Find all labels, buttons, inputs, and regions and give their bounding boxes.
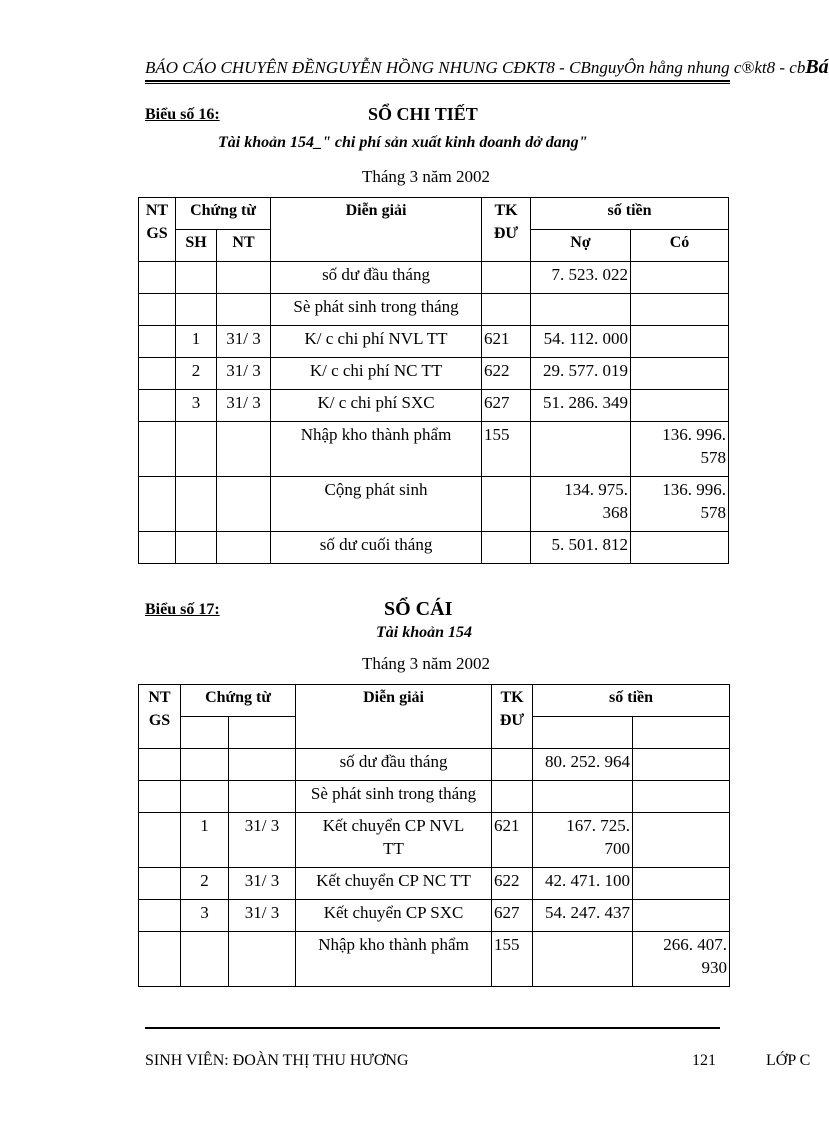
cell-sh <box>181 781 229 813</box>
cell-nt: 31/ 3 <box>217 358 271 390</box>
cell-co <box>631 262 729 294</box>
table16-month: Tháng 3 năm 2002 <box>362 167 490 186</box>
cell-diengiai: số dư đầu tháng <box>271 262 482 294</box>
header-rule <box>145 80 730 84</box>
cell-diengiai: Cộng phát sinh <box>271 477 482 532</box>
cell-diengiai: Sè phát sinh trong tháng <box>296 781 492 813</box>
cell-diengiai: Kết chuyển CP NVL TT <box>296 813 492 868</box>
cell-no: 5. 501. 812 <box>531 532 631 564</box>
cell-tkdu: 627 <box>492 900 533 932</box>
cell-tkdu: 155 <box>482 422 531 477</box>
cell-ntgs <box>139 358 176 390</box>
header-nt-empty <box>229 717 296 749</box>
cell-tkdu <box>492 781 533 813</box>
cell-diengiai: Kết chuyển CP SXC <box>296 900 492 932</box>
cell-nt <box>217 532 271 564</box>
cell-diengiai: K/ c chi phí SXC <box>271 390 482 422</box>
header-diengiai: Diễn giải <box>271 198 482 262</box>
cell-nt: 31/ 3 <box>229 868 296 900</box>
cell-sh <box>176 532 217 564</box>
cell-diengiai: K/ c chi phí NC TT <box>271 358 482 390</box>
cell-diengiai: số dư đầu tháng <box>296 749 492 781</box>
cell-no: 80. 252. 964 <box>533 749 633 781</box>
header-no-empty <box>533 717 633 749</box>
cell-co <box>633 781 730 813</box>
header-diengiai: Diễn giải <box>296 685 492 749</box>
cell-no <box>531 294 631 326</box>
cell-ntgs <box>139 262 176 294</box>
cell-nt <box>217 477 271 532</box>
cell-diengiai: số dư cuối tháng <box>271 532 482 564</box>
cell-no: 167. 725. 700 <box>533 813 633 868</box>
cell-ntgs <box>139 390 176 422</box>
cell-nt <box>229 749 296 781</box>
header-chungtu: Chứng từ <box>181 685 296 717</box>
header-sotien: số tiền <box>531 198 729 230</box>
cell-nt <box>217 262 271 294</box>
table-row <box>139 868 730 900</box>
table16-label: Biểu số 16: <box>145 106 220 123</box>
cell-tkdu: 621 <box>492 813 533 868</box>
cell-sh: 3 <box>181 900 229 932</box>
table16-subtitle: Tài khoản 154_" chi phí sản xuất kinh doanh dở dang" <box>218 134 588 151</box>
table-row <box>139 900 730 932</box>
cell-sh: 1 <box>181 813 229 868</box>
table16-title: SỔ CHI TIẾT <box>368 104 478 124</box>
cell-sh <box>176 422 217 477</box>
cell-co: 266. 407. 930 <box>633 932 730 987</box>
cell-nt <box>229 781 296 813</box>
table-row <box>139 326 729 358</box>
cell-nt <box>217 422 271 477</box>
header-co-empty <box>633 717 730 749</box>
table17-title: SỔ CÁI <box>384 598 453 620</box>
header-tkdu: TK ĐƯ <box>482 198 531 262</box>
footer-page-number: 121 <box>692 1052 716 1069</box>
header-ntgs: NT GS <box>139 198 176 262</box>
cell-no: 51. 286. 349 <box>531 390 631 422</box>
cell-nt: 31/ 3 <box>217 326 271 358</box>
cell-sh <box>176 477 217 532</box>
header-chungtu: Chứng từ <box>176 198 271 230</box>
cell-sh: 2 <box>181 868 229 900</box>
cell-nt: 31/ 3 <box>217 390 271 422</box>
cell-co <box>633 813 730 868</box>
table-row <box>139 294 729 326</box>
table-row <box>139 532 729 564</box>
cell-co <box>633 900 730 932</box>
cell-tkdu: 155 <box>492 932 533 987</box>
cell-sh <box>176 294 217 326</box>
cell-ntgs <box>139 326 176 358</box>
header-nt: NT <box>217 230 271 262</box>
cell-tkdu <box>482 532 531 564</box>
cell-ntgs <box>139 932 181 987</box>
cell-diengiai: Sè phát sinh trong tháng <box>271 294 482 326</box>
cell-ntgs <box>139 781 181 813</box>
cell-co <box>633 749 730 781</box>
cell-sh: 1 <box>176 326 217 358</box>
cell-ntgs <box>139 294 176 326</box>
cell-no: 42. 471. 100 <box>533 868 633 900</box>
cell-tkdu: 621 <box>482 326 531 358</box>
cell-co <box>631 390 729 422</box>
table-row <box>139 813 730 868</box>
cell-diengiai: K/ c chi phí NVL TT <box>271 326 482 358</box>
table-row <box>139 932 730 987</box>
cell-nt: 31/ 3 <box>229 900 296 932</box>
cell-diengiai: Nhập kho thành phẩm <box>271 422 482 477</box>
cell-tkdu <box>482 262 531 294</box>
cell-ntgs <box>139 422 176 477</box>
table-row <box>139 749 730 781</box>
table17-month: Tháng 3 năm 2002 <box>362 654 490 673</box>
cell-ntgs <box>139 900 181 932</box>
cell-no: 54. 247. 437 <box>533 900 633 932</box>
cell-sh <box>181 749 229 781</box>
cell-tkdu: 622 <box>482 358 531 390</box>
cell-ntgs <box>139 532 176 564</box>
cell-co <box>631 358 729 390</box>
cell-sh: 3 <box>176 390 217 422</box>
header-co: Có <box>631 230 729 262</box>
cell-co: 136. 996. 578 <box>631 477 729 532</box>
cell-tkdu <box>492 749 533 781</box>
table-row <box>139 262 729 294</box>
table17-label: Biểu số 17: <box>145 601 220 618</box>
cell-sh <box>181 932 229 987</box>
running-header: BÁO CÁO CHUYÊN ĐỀNGUYỄN HỒNG NHUNG CĐKT8 - CBnguyÔn hång nhung c®kt8 - cbBá <box>145 56 829 78</box>
cell-tkdu <box>482 477 531 532</box>
cell-nt: 31/ 3 <box>229 813 296 868</box>
cell-sh <box>176 262 217 294</box>
cell-co <box>633 868 730 900</box>
cell-co <box>631 326 729 358</box>
cell-ntgs <box>139 868 181 900</box>
cell-ntgs <box>139 813 181 868</box>
cell-ntgs <box>139 749 181 781</box>
cell-no: 134. 975. 368 <box>531 477 631 532</box>
cell-no <box>533 932 633 987</box>
cell-nt <box>217 294 271 326</box>
footer-rule <box>145 1027 720 1030</box>
header-no: Nợ <box>531 230 631 262</box>
table-row <box>139 358 729 390</box>
header-ntgs: NT GS <box>139 685 181 749</box>
general-ledger-table <box>138 684 730 987</box>
cell-tkdu: 627 <box>482 390 531 422</box>
cell-nt <box>229 932 296 987</box>
cell-tkdu <box>482 294 531 326</box>
header-sh: SH <box>176 230 217 262</box>
cell-sh: 2 <box>176 358 217 390</box>
footer-student: SINH VIÊN: ĐOÀN THỊ THU HƯƠNG <box>145 1052 409 1069</box>
detail-ledger-table <box>138 197 729 564</box>
cell-co <box>631 532 729 564</box>
table17-subtitle: Tài khoản 154 <box>376 624 473 641</box>
cell-diengiai: Nhập kho thành phẩm <box>296 932 492 987</box>
header-sotien: số tiền <box>533 685 730 717</box>
header-tkdu: TK ĐƯ <box>492 685 533 749</box>
table-row <box>139 390 729 422</box>
cell-ntgs <box>139 477 176 532</box>
header-sh-empty <box>181 717 229 749</box>
cell-no: 7. 523. 022 <box>531 262 631 294</box>
cell-co <box>631 294 729 326</box>
cell-no: 29. 577. 019 <box>531 358 631 390</box>
cell-no <box>533 781 633 813</box>
table-row <box>139 477 729 532</box>
cell-no: 54. 112. 000 <box>531 326 631 358</box>
cell-no <box>531 422 631 477</box>
cell-tkdu: 622 <box>492 868 533 900</box>
cell-diengiai: Kết chuyển CP NC TT <box>296 868 492 900</box>
table-row <box>139 422 729 477</box>
cell-co: 136. 996. 578 <box>631 422 729 477</box>
footer-class: LỚP C <box>766 1052 811 1069</box>
table-row <box>139 781 730 813</box>
